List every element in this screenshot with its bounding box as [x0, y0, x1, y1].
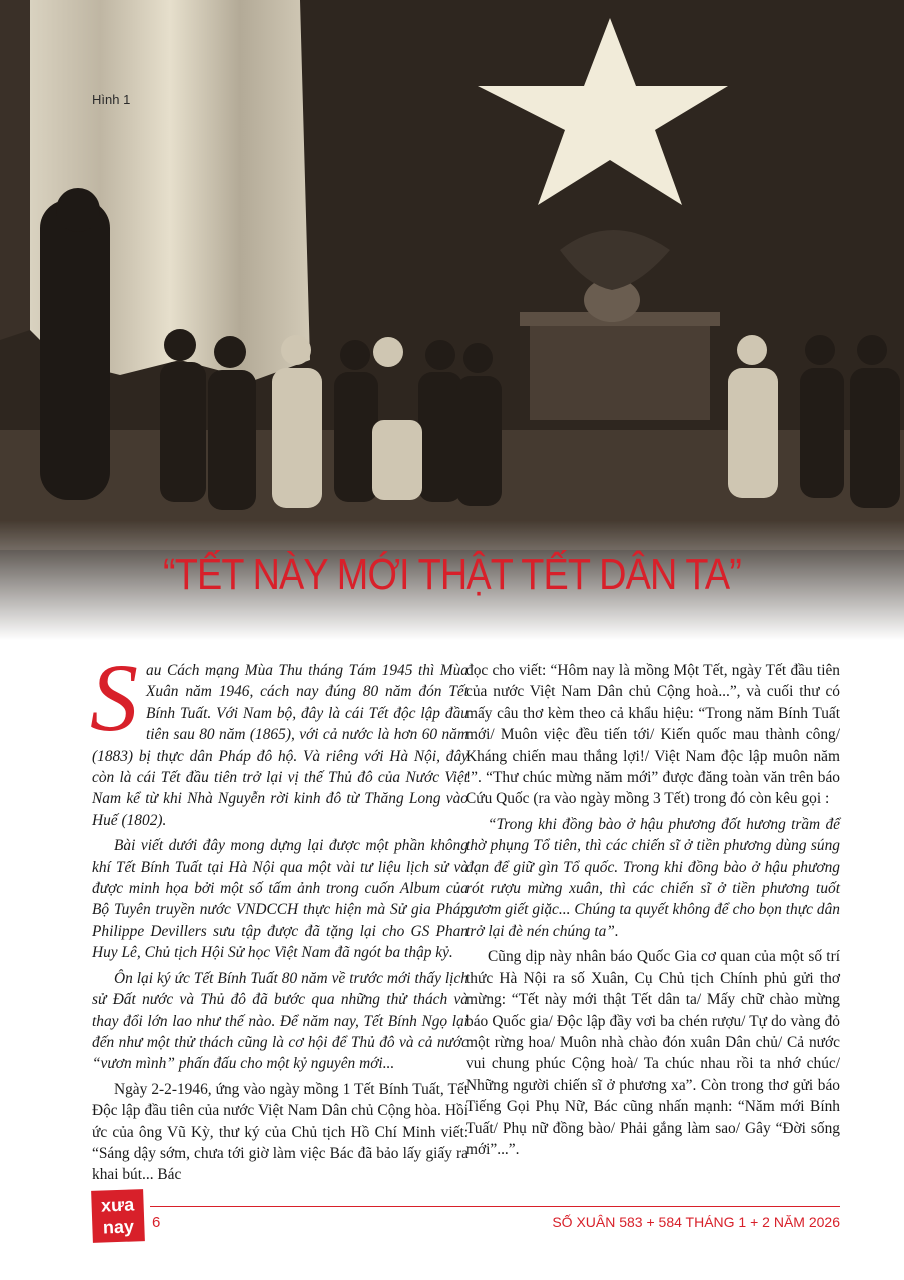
magazine-logo	[91, 1189, 145, 1243]
logo-line: nay	[102, 1216, 135, 1238]
figure-label: Hình 1	[92, 92, 131, 107]
paragraph: Ôn lại ký ức Tết Bính Tuất 80 năm về trước mới thấy lịch sử Đất nước và Thủ đô đã bước qua những thử thách và thay đổi lớn lao như thế nào. Để năm nay, Tết Bính Ngọ lại đến như một thử thách cũng là cơ hội để Thủ đô và cả nước “vươn mình” phấn đấu cho một kỷ nguyên mới...	[92, 969, 468, 1073]
paragraph-text: au Cách mạng Mùa Thu tháng Tám 1945 thì Mùa Xuân năm 1946, cách nay đúng 80 năm đón Tết Bính Tuất. Với Nam bộ, đây là cái Tết độc lập đầu tiên sau 80 năm (1865), với cả nước là hơn 60 năm (1883) bị thực dân Pháp đô hộ. Và riêng với Hà Nội, đây còn là cái Tết đầu tiên trở lại vị thế Thủ đô của Nước Việt Nam kể từ khi Nhà Nguyễn rời kinh đô từ Thăng Long vào Huế (1802).	[92, 662, 468, 829]
article-headline: “TẾT NÀY MỚI THẬT TẾT DÂN TA”	[162, 550, 742, 599]
altar	[530, 320, 710, 420]
paragraph: Ngày 2-2-1946, ứng vào ngày mồng 1 Tết Bính Tuất, Tết Độc lập đầu tiên của nước Việt Nam Dân chủ Cộng hòa. Hồi ức của ông Vũ Kỳ, thư ký của Chủ tịch Hồ Chí Minh viết: “Sáng dậy sớm, chưa tới giờ làm việc Bác đã bảo lấy giấy ra khai bút... Bác	[92, 1080, 468, 1184]
paragraph	[90, 644, 468, 831]
article-column-right	[466, 660, 840, 1164]
issue-info: SỐ XUÂN 583 + 584 THÁNG 1 + 2 NĂM 2026	[552, 1214, 840, 1230]
logo-line: xưa	[100, 1194, 135, 1216]
footer-rule	[150, 1206, 840, 1207]
quote-paragraph: “Trong khi đồng bào ở hậu phương đốt hương trầm để thờ phụng Tổ tiên, thì các chiến sĩ ở tiền phương dùng súng đạn để giữ gìn Tổ quốc. Trong khi đồng bào ở hậu phương rót rượu mừng xuân, thì các chiến sĩ ở tiền phương tuốt gươm giết giặc... Chúng ta quyết không để cho bọn thực dân trở lại đè nén chúng ta”.	[466, 815, 840, 940]
article-column-left	[90, 644, 468, 1190]
paragraph: Cũng dịp này nhân báo Quốc Gia cơ quan của một số trí thức Hà Nội ra số Xuân, Cụ Chủ tịch Chính phủ gửi thơ mừng: “Tết này mới thật Tết dân ta/ Mấy chữ chào mừng báo Quốc gia/ Độc lập đầy vơi ba chén rượu/ Tự do vàng đỏ một rừng hoa/ Muôn nhà chào đón xuân Dân chủ/ Cả nước vui chung phúc Cộng hoà/ Ta chúc nhau rồi ta nhớ chúc/ Những người chiến sĩ ở phương xa”. Còn trong thơ gửi báo Tiếng Gọi Phụ Nữ, Bác cũng nhấn mạnh: “Năm mới Bính Tuất/ Phụ nữ đồng bào/ Phải gắng làm sao/ Gây “Đời sống mới”...”.	[466, 948, 840, 1158]
paragraph: Bài viết dưới đây mong dựng lại được một phần không khí Tết Bính Tuất tại Hà Nội qua một vài tư liệu lịch sử và được minh họa bởi một số tấm ảnh trong cuốn Album của Bộ Tuyên truyền nước VNDCCH thực hiện mà Sử gia Pháp Philippe Devillers sưu tập được đã tặng lại cho GS Phan Huy Lê, Chủ tịch Hội Sử học Việt Nam đã ngót ba thập kỷ.	[92, 837, 468, 962]
page-number: 6	[152, 1214, 161, 1231]
drop-cap: S	[90, 644, 138, 751]
speaker-figure	[40, 200, 110, 500]
paragraph: đọc cho viết: “Hôm nay là mồng Một Tết, ngày Tết đầu tiên của nước Việt Nam Dân chủ Cộng hoà...”, và cuối thư có mấy câu thơ kèm theo cả khẩu hiệu: “Trong năm Bính Tuất mới/ Muôn việc đều tiến tới/ Kiến quốc mau thành công/ Kháng chiến mau thắng lợi!/ Việt Nam độc lập muôn năm !”. “Thư chúc mừng năm mới” được đăng toàn văn trên báo Cứu Quốc (ra vào ngày mồng 3 Tết) trong đó còn kêu gọi :	[466, 662, 840, 808]
